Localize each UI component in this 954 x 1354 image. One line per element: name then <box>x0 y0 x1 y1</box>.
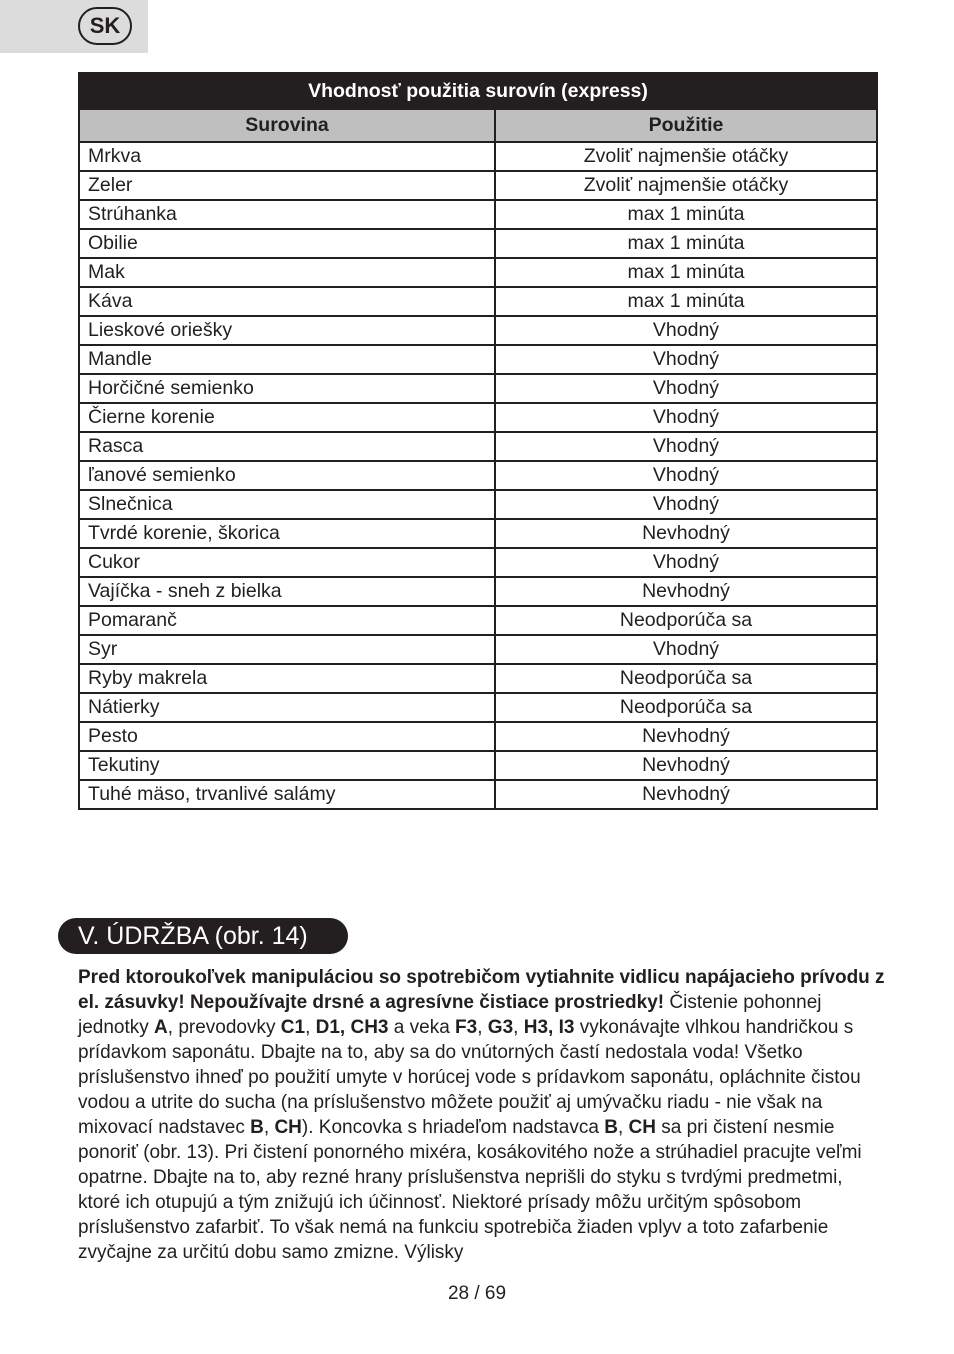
part-label: A <box>154 1017 168 1038</box>
ingredient-cell: Obilie <box>79 229 495 258</box>
ingredient-cell: Tuhé mäso, trvanlivé salámy <box>79 780 495 809</box>
usage-cell: Vhodný <box>495 461 877 490</box>
ingredient-cell: Káva <box>79 287 495 316</box>
table-row <box>79 519 877 548</box>
usage-cell: max 1 minúta <box>495 258 877 287</box>
table-row <box>79 432 877 461</box>
ingredient-cell: Tvrdé korenie, škorica <box>79 519 495 548</box>
text-run: , <box>513 1017 524 1038</box>
table-row <box>79 606 877 635</box>
text-run: , <box>263 1117 275 1138</box>
ingredient-cell: Vajíčka - sneh z bielka <box>79 577 495 606</box>
ingredient-usage-table <box>78 72 878 810</box>
table-row <box>79 345 877 374</box>
table-row <box>79 722 877 751</box>
usage-cell: max 1 minúta <box>495 200 877 229</box>
ingredient-cell: Cukor <box>79 548 495 577</box>
usage-cell: Vhodný <box>495 635 877 664</box>
language-badge: SK <box>78 7 132 45</box>
part-label: B <box>604 1117 618 1138</box>
usage-cell: Nevhodný <box>495 780 877 809</box>
usage-cell: Vhodný <box>495 316 877 345</box>
text-run: , <box>477 1017 488 1038</box>
ingredient-cell: Pesto <box>79 722 495 751</box>
ingredient-cell: Syr <box>79 635 495 664</box>
table-row <box>79 577 877 606</box>
usage-cell: Vhodný <box>495 548 877 577</box>
usage-cell: Zvoliť najmenšie otáčky <box>495 142 877 171</box>
ingredient-cell: Slnečnica <box>79 490 495 519</box>
usage-cell: max 1 minúta <box>495 229 877 258</box>
table-row <box>79 171 877 200</box>
table-row <box>79 490 877 519</box>
ingredient-cell: Nátierky <box>79 693 495 722</box>
usage-cell: Neodporúča sa <box>495 664 877 693</box>
usage-cell: Neodporúča sa <box>495 606 877 635</box>
table-row <box>79 548 877 577</box>
ingredient-cell: Zeler <box>79 171 495 200</box>
ingredient-cell: Čierne korenie <box>79 403 495 432</box>
text-run: sa pri čistení nesmie ponoriť (obr. 13). Pri čistení ponorného mixéra, kosákovitého nože a strúhadiel pracujte veľmi opatrne. Dbajte na to, aby rezné hrany príslušenstva neprišli do styku s tvrdými predmetmi, ktoré ich otupujú a tým znižujú ich účinnosť. Niektoré prísady môžu určitým spôsobom príslušenstvo zafarbiť. To však nemá na funkciu spotrebiča žiaden vplyv a toto zafarbenie zvyčajne za určitú dobu samo zmizne. Výlisky <box>78 1117 862 1263</box>
ingredient-cell: Rasca <box>79 432 495 461</box>
usage-cell: Neodporúča sa <box>495 693 877 722</box>
ingredient-cell: Pomaranč <box>79 606 495 635</box>
table-row <box>79 751 877 780</box>
section-heading: V. ÚDRŽBA (obr. 14) <box>58 918 348 954</box>
table-row <box>79 229 877 258</box>
table-title: Vhodnosť použitia surovín (express) <box>79 73 877 109</box>
table-row <box>79 374 877 403</box>
text-run: , prevodovky <box>167 1017 281 1038</box>
text-run: a veka <box>388 1017 456 1038</box>
text-run: , <box>305 1017 316 1038</box>
table-row <box>79 316 877 345</box>
text-run: , <box>617 1117 629 1138</box>
usage-cell: Nevhodný <box>495 751 877 780</box>
table-row <box>79 403 877 432</box>
ingredient-cell: ľanové semienko <box>79 461 495 490</box>
ingredient-cell: Mrkva <box>79 142 495 171</box>
column-header-usage: Použitie <box>495 109 877 142</box>
table-row <box>79 635 877 664</box>
warning-text: Pred ktoroukoľvek manipuláciou so spotrebičom vytiahnite vidlicu napájacieho prívodu z el. zásuvky! Nepoužívajte drsné a agresívne čistiace prostriedky! <box>78 967 885 1013</box>
maintenance-text <box>78 965 890 1265</box>
table-row <box>79 200 877 229</box>
part-label: CH <box>628 1117 656 1138</box>
ingredient-cell: Strúhanka <box>79 200 495 229</box>
usage-cell: Vhodný <box>495 432 877 461</box>
table-row <box>79 287 877 316</box>
usage-cell: Zvoliť najmenšie otáčky <box>495 171 877 200</box>
table-row <box>79 780 877 809</box>
usage-cell: Nevhodný <box>495 519 877 548</box>
usage-cell: Vhodný <box>495 403 877 432</box>
part-label: B <box>250 1117 264 1138</box>
table-row <box>79 693 877 722</box>
usage-cell: Vhodný <box>495 490 877 519</box>
table-body <box>79 142 877 809</box>
ingredient-cell: Ryby makrela <box>79 664 495 693</box>
text-run: vykonávajte vlhkou handričkou s prídavkom saponátu. Dbajte na to, aby sa do vnútorných častí nedostala voda! Všetko príslušenstvo ihneď po použití umyte v horúcej vode s prídavkom saponátu, opláchnite čistou vodou a utrite do sucha (na príslušenstvo môžete použiť aj umývačku riadu - nie však na mixovací nadstavec <box>78 1017 861 1138</box>
part-label: F3 <box>455 1017 478 1038</box>
part-label: D1, CH3 <box>315 1017 389 1038</box>
text-run: Čistenie pohonnej jednotky <box>78 992 822 1038</box>
usage-cell: Nevhodný <box>495 722 877 751</box>
table-row <box>79 461 877 490</box>
table-row <box>79 258 877 287</box>
page-number: 28 / 69 <box>447 1283 507 1304</box>
part-label: C1 <box>280 1017 306 1038</box>
usage-cell: Vhodný <box>495 345 877 374</box>
part-label: H3, I3 <box>523 1017 575 1038</box>
usage-cell: Vhodný <box>495 374 877 403</box>
ingredient-cell: Mandle <box>79 345 495 374</box>
usage-cell: Nevhodný <box>495 577 877 606</box>
table-row <box>79 664 877 693</box>
part-label: G3 <box>487 1017 514 1038</box>
text-run: ). Koncovka s hriadeľom nadstavca <box>301 1117 605 1138</box>
column-header-ingredient: Surovina <box>79 109 495 142</box>
ingredient-cell: Horčičné semienko <box>79 374 495 403</box>
ingredient-cell: Lieskové oriešky <box>79 316 495 345</box>
ingredient-cell: Tekutiny <box>79 751 495 780</box>
usage-cell: max 1 minúta <box>495 287 877 316</box>
ingredient-cell: Mak <box>79 258 495 287</box>
table-row <box>79 142 877 171</box>
part-label: CH <box>274 1117 302 1138</box>
